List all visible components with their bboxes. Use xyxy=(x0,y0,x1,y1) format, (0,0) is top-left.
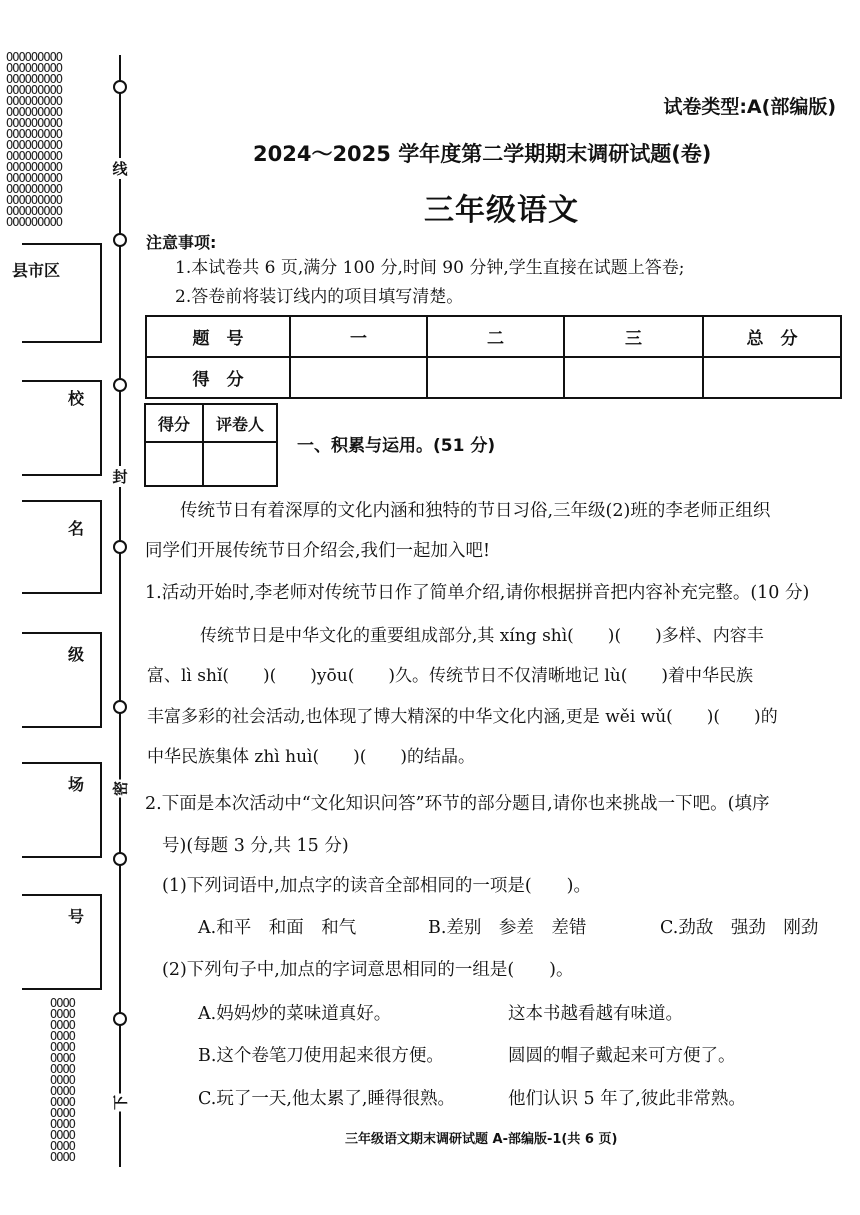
intro-line: 传统节日有着深厚的文化内涵和独特的节日习俗,三年级(2)班的李老师正组织 xyxy=(180,501,771,521)
binding-line xyxy=(119,55,121,1167)
grader-table xyxy=(144,403,278,487)
field-county-label: 县市区 xyxy=(12,261,61,280)
field-room-box[interactable] xyxy=(22,762,102,858)
field-school-box[interactable] xyxy=(22,380,102,476)
field-name-box[interactable] xyxy=(22,500,102,594)
q2-sub2-option-b-right: 圆圆的帽子戴起来可方便了。 xyxy=(508,1046,736,1066)
page-footer: 三年级语文期末调研试题 A-部编版-1(共 6 页) xyxy=(345,1132,618,1147)
score-header-cell: 一 xyxy=(290,316,427,357)
notice-item: 2.答卷前将装订线内的项目填写清楚。 xyxy=(175,287,464,307)
field-grade-label: 级 xyxy=(68,645,85,664)
q1-line: 丰富多彩的社会活动,也体现了博大精深的中华文化内涵,更是 wěi wǔ( )( )的 xyxy=(147,707,778,727)
q2-stem: 号)(每题 3 分,共 15 分) xyxy=(162,836,349,856)
score-cell[interactable] xyxy=(290,357,427,398)
q2-sub2-option-a-left: A.妈妈炒的菜味道真好。 xyxy=(198,1004,392,1024)
score-header-cell: 题 号 xyxy=(146,316,290,357)
grader-score-cell[interactable] xyxy=(145,442,203,486)
field-school-label: 校 xyxy=(68,389,85,408)
score-header-cell: 三 xyxy=(564,316,703,357)
grader-label: 评卷人 xyxy=(203,404,277,442)
q2-sub2-option-b-left: B.这个卷笔刀使用起来很方便。 xyxy=(198,1046,444,1066)
score-header-cell: 二 xyxy=(427,316,564,357)
binding-circle xyxy=(113,540,127,554)
q1-line: 富、lì shǐ( )( )yōu( )久。传统节日不仅清晰地记 lù( )着中华民族 xyxy=(147,666,754,686)
field-name-label: 名 xyxy=(68,519,85,538)
binding-char-feng: 封 xyxy=(112,468,128,486)
field-grade-box[interactable] xyxy=(22,632,102,728)
field-number-box[interactable] xyxy=(22,894,102,990)
q2-sub1-stem: (1)下列词语中,加点字的读音全部相同的一项是( )。 xyxy=(162,876,592,896)
binding-circle xyxy=(113,378,127,392)
field-number-label: 号 xyxy=(68,907,85,926)
q2-sub1-option-c: C.劲敌 强劲 刚劲 xyxy=(660,918,819,938)
binding-holes-top: OOOOOOOOO OOOOOOOOO OOOOOOOOO OOOOOOOOO OOOOOOOOO OOOOOOOOO OOOOOOOOO OOOOOOOOO OOOOOOOOO OOOOOOOOO OOOOOOOOO OOOOOOOOO OOOOOOOOO OOOOOOOOO OOOOOOOOO OOOOOOOOO xyxy=(6,52,63,229)
subject-title: 三年级语文 xyxy=(424,193,579,228)
q1-line: 传统节日是中华文化的重要组成部分,其 xíng shì( )( )多样、内容丰 xyxy=(200,626,764,646)
binding-circle xyxy=(113,80,127,94)
binding-holes-bottom: OOOO OOOO OOOO OOOO OOOO OOOO OOOO OOOO OOOO OOOO OOOO OOOO OOOO OOOO OOOO xyxy=(50,998,75,1164)
grader-score-label: 得分 xyxy=(145,404,203,442)
q2-sub2-option-a-right: 这本书越看越有味道。 xyxy=(508,1004,683,1024)
field-room-label: 场 xyxy=(68,775,85,794)
q2-sub2-option-c-right: 他们认识 5 年了,彼此非常熟。 xyxy=(508,1089,746,1109)
q2-sub2-stem: (2)下列句子中,加点的字词意思相同的一组是( )。 xyxy=(162,960,574,980)
paper-type: 试卷类型:A(部编版) xyxy=(663,96,836,118)
score-table-header-row xyxy=(146,316,841,357)
binding-circle xyxy=(113,700,127,714)
q2-sub2-option-c-left: C.玩了一天,他太累了,睡得很熟。 xyxy=(198,1089,455,1109)
section1-title: 一、积累与运用。(51 分) xyxy=(297,436,496,456)
score-header-cell: 总 分 xyxy=(703,316,841,357)
binding-char-mi: 密 xyxy=(111,781,130,797)
score-cell[interactable] xyxy=(564,357,703,398)
score-cell[interactable] xyxy=(427,357,564,398)
q1-line: 中华民族集体 zhì huì( )( )的结晶。 xyxy=(147,747,476,767)
intro-line: 同学们开展传统节日介绍会,我们一起加入吧! xyxy=(145,541,491,561)
binding-circle xyxy=(113,233,127,247)
score-cell[interactable] xyxy=(703,357,841,398)
q1-stem: 1.活动开始时,李老师对传统节日作了简单介绍,请你根据拼音把内容补充完整。(10 分) xyxy=(145,583,810,603)
q2-sub1-option-b: B.差别 参差 差错 xyxy=(428,918,587,938)
exam-title: 2024～2025 学年度第二学期期末调研试题(卷) xyxy=(253,142,712,166)
score-table-score-row xyxy=(146,357,841,398)
q2-stem: 2.下面是本次活动中“文化知识问答”环节的部分题目,请你也来挑战一下吧。(填序 xyxy=(145,794,770,814)
q2-sub1-option-a: A.和平 和面 和气 xyxy=(198,918,357,938)
binding-circle xyxy=(113,1012,127,1026)
grader-name-cell[interactable] xyxy=(203,442,277,486)
score-row-label: 得 分 xyxy=(146,357,290,398)
binding-circle xyxy=(113,852,127,866)
notice-item: 1.本试卷共 6 页,满分 100 分,时间 90 分钟,学生直接在试题上答卷; xyxy=(175,258,685,278)
score-table xyxy=(145,315,842,399)
notice-heading: 注意事项: xyxy=(146,233,217,252)
binding-char-xian: 线 xyxy=(112,160,128,178)
binding-char-xia: 下 xyxy=(111,1095,130,1111)
